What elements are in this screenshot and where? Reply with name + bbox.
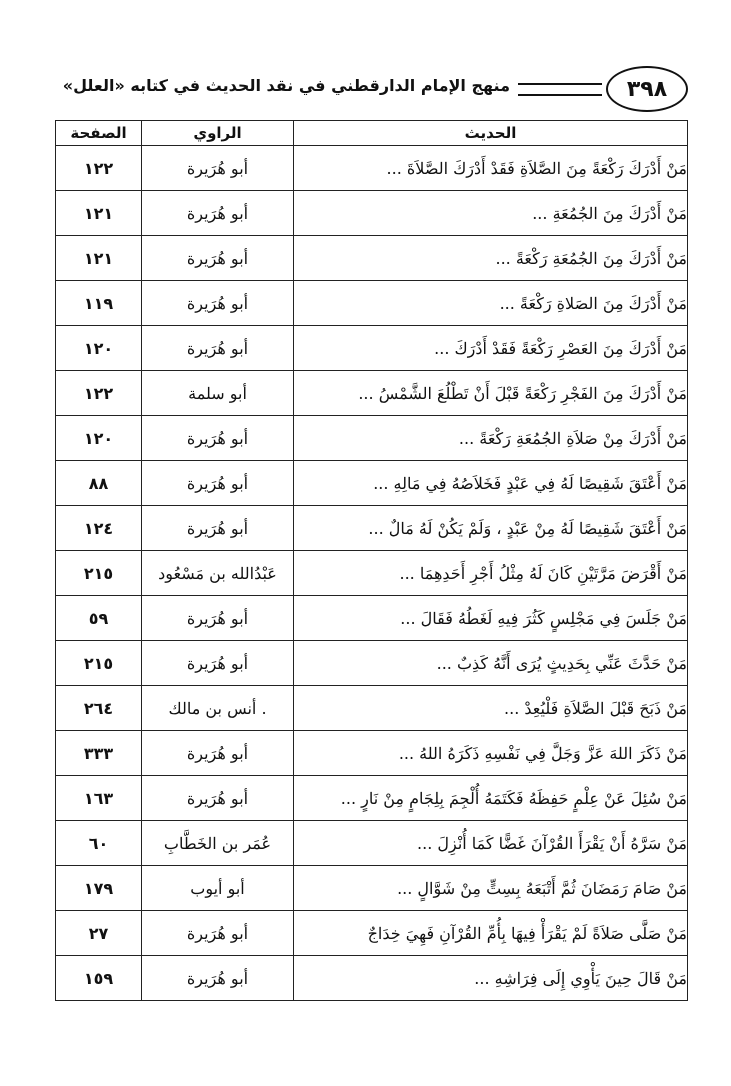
narrator-cell: أبو سلمة (142, 371, 294, 416)
column-header-page: الصفحة (56, 121, 142, 146)
narrator-cell: أبو هُرَيرة (142, 731, 294, 776)
narrator-cell: أبو هُرَيرة (142, 281, 294, 326)
hadith-cell: مَنْ صَامَ رَمَضَانَ ثُمَّ أَتْبَعَهُ بِسِتٍّ مِنْ شَوَّالٍ ... (294, 866, 688, 911)
page-ref-cell: ١٥٩ (56, 956, 142, 1001)
running-title: منهج الإمام الدارقطني في نقد الحديث في كتابه «العلل» (62, 76, 510, 95)
table-row (56, 371, 688, 416)
table-row (56, 551, 688, 596)
table-row (56, 641, 688, 686)
narrator-cell: أبو هُرَيرة (142, 506, 294, 551)
column-header-narrator: الراوي (142, 121, 294, 146)
page-ref-cell: ٢٦٤ (56, 686, 142, 731)
page-ref-cell: ١٢٠ (56, 326, 142, 371)
table-row (56, 236, 688, 281)
column-header-hadith: الحديث (294, 121, 688, 146)
page-ref-cell: ٥٩ (56, 596, 142, 641)
page-ref-cell: ١٦٣ (56, 776, 142, 821)
hadith-cell: مَنْ أَدْرَكَ مِنَ الجُمُعَةِ ... (294, 191, 688, 236)
table-row (56, 731, 688, 776)
hadith-cell: مَنْ أَدْرَكَ مِنَ الجُمُعَةِ رَكْعَةً ... (294, 236, 688, 281)
page-ref-cell: ٢٧ (56, 911, 142, 956)
table-row (56, 686, 688, 731)
hadith-cell: مَنْ أَدْرَكَ مِنْ صَلاَةِ الجُمُعَةِ رَكْعَةً ... (294, 416, 688, 461)
page-ref-cell: ١٧٩ (56, 866, 142, 911)
hadith-cell: مَنْ أَدْرَكَ مِنَ الصَلاةِ رَكْعَةً ... (294, 281, 688, 326)
page-header (58, 66, 688, 114)
page-ref-cell: ١٢٢ (56, 146, 142, 191)
hadith-cell: مَنْ أَقْرَضَ مَرَّتَيْنِ كَانَ لَهُ مِثْلُ أَجْرِ أَحَدِهِمَا ... (294, 551, 688, 596)
page-ref-cell: ١٢٢ (56, 371, 142, 416)
header-rule (518, 83, 602, 96)
table-row (56, 326, 688, 371)
narrator-cell: أبو هُرَيرة (142, 956, 294, 1001)
narrator-cell: أبو هُرَيرة (142, 911, 294, 956)
table-row (56, 146, 688, 191)
table-row (56, 911, 688, 956)
narrator-cell: أبو هُرَيرة (142, 776, 294, 821)
narrator-cell: عُمَر بن الخَطَّابِ (142, 821, 294, 866)
page-ref-cell: ٢١٥ (56, 551, 142, 596)
narrator-cell: عَبْدُالله بن مَسْعُود (142, 551, 294, 596)
table-row (56, 776, 688, 821)
hadith-cell: مَنْ جَلَسَ فِي مَجْلِسٍ كَثُرَ فِيهِ لَغَطُهُ فَقَالَ ... (294, 596, 688, 641)
hadith-cell: مَنْ أَعْتَقَ شَقِيصًا لَهُ فِي عَبْدٍ فَخَلاَصُهُ فِي مَالِهِ ... (294, 461, 688, 506)
narrator-cell: أبو أيوب (142, 866, 294, 911)
narrator-cell: أبو هُرَيرة (142, 596, 294, 641)
table-row (56, 506, 688, 551)
page-ref-cell: ١٢١ (56, 191, 142, 236)
hadith-cell: مَنْ صَلَّى صَلاَةً لَمْ يَقْرَأْ فِيهَا بِأُمِّ القُرْآنِ فَهِيَ خِدَاجٌ (294, 911, 688, 956)
hadith-cell: مَنْ أَعْتَقَ شَقِيصًا لَهُ مِنْ عَبْدٍ ، وَلَمْ يَكُنْ لَهُ مَالٌ ... (294, 506, 688, 551)
page-ref-cell: ٨٨ (56, 461, 142, 506)
narrator-cell: . أنس بن مالك (142, 686, 294, 731)
hadith-cell: مَنْ أَدْرَكَ مِنَ العَصْرِ رَكْعَةً فَقَدْ أَدْرَكَ ... (294, 326, 688, 371)
narrator-cell: أبو هُرَيرة (142, 641, 294, 686)
narrator-cell: أبو هُرَيرة (142, 326, 294, 371)
table-row (56, 416, 688, 461)
narrator-cell: أبو هُرَيرة (142, 146, 294, 191)
table-header-row (56, 121, 688, 146)
table-row (56, 281, 688, 326)
table-row (56, 821, 688, 866)
page-ref-cell: ١١٩ (56, 281, 142, 326)
table-row (56, 956, 688, 1001)
hadith-cell: مَنْ حَدَّثَ عَنِّي بِحَدِيثٍ يُرَى أَنَّهُ كَذِبٌ ... (294, 641, 688, 686)
narrator-cell: أبو هُرَيرة (142, 236, 294, 281)
page-ref-cell: ٢١٥ (56, 641, 142, 686)
page-number: ٣٩٨ (606, 66, 688, 112)
table-row (56, 596, 688, 641)
narrator-cell: أبو هُرَيرة (142, 416, 294, 461)
hadith-cell: مَنْ ذَبَحَ قَبْلَ الصَّلاَةِ فَلْيُعِدْ ... (294, 686, 688, 731)
hadith-cell: مَنْ سُئِلَ عَنْ عِلْمٍ حَفِظَهُ فَكَتَمَهُ أُلْجِمَ بِلِجَامٍ مِنْ نَارٍ ... (294, 776, 688, 821)
hadith-index-table (55, 120, 688, 1001)
narrator-cell: أبو هُرَيرة (142, 461, 294, 506)
hadith-cell: مَنْ أَدْرَكَ مِنَ الفَجْرِ رَكْعَةً قَبْلَ أَنْ تَطْلُعَ الشَّمْسُ ... (294, 371, 688, 416)
page-ref-cell: ٣٣٣ (56, 731, 142, 776)
page-ref-cell: ١٢٠ (56, 416, 142, 461)
page-ref-cell: ٦٠ (56, 821, 142, 866)
page-ref-cell: ١٢١ (56, 236, 142, 281)
table-row (56, 461, 688, 506)
hadith-cell: مَنْ قَالَ حِينَ يَأْوِي إِلَى فِرَاشِهِ ... (294, 956, 688, 1001)
table-row (56, 191, 688, 236)
page-ref-cell: ١٢٤ (56, 506, 142, 551)
hadith-cell: مَنْ سَرَّهُ أَنْ يَقْرَأَ القُرْآنَ غَضًّا كَمَا أُنْزِلَ ... (294, 821, 688, 866)
table-row (56, 866, 688, 911)
hadith-cell: مَنْ ذَكَرَ اللهَ عَزَّ وَجَلَّ فِي نَفْسِهِ ذَكَرَهُ اللهُ ... (294, 731, 688, 776)
narrator-cell: أبو هُرَيرة (142, 191, 294, 236)
hadith-cell: مَنْ أَدْرَكَ رَكْعَةً مِنَ الصَّلاَةِ فَقَدْ أَدْرَكَ الصَّلاَةَ ... (294, 146, 688, 191)
